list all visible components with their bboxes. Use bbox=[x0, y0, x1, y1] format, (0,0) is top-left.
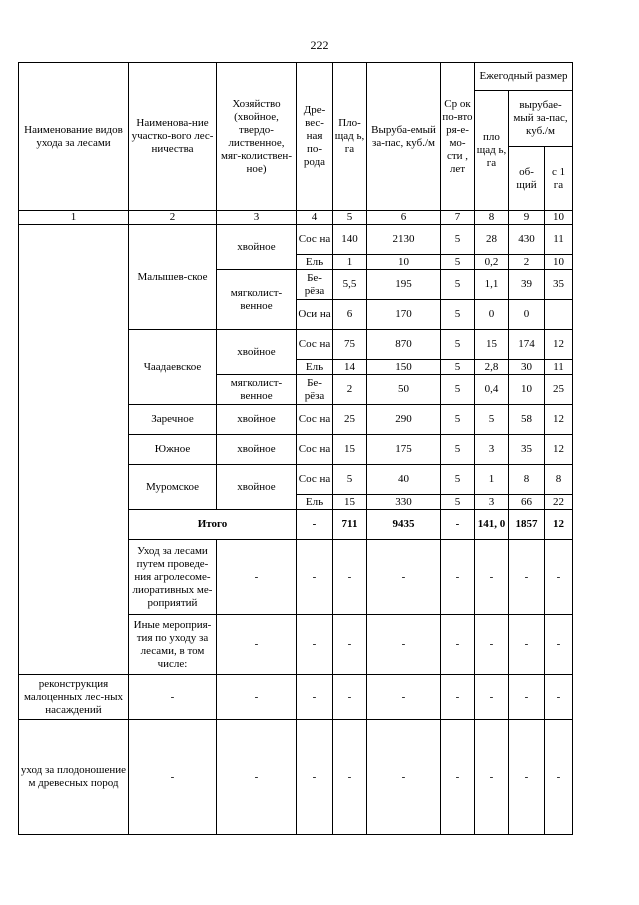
annual-per-ha-cell: 11 bbox=[545, 360, 573, 375]
value-cell: - bbox=[297, 720, 333, 835]
species-cell: Сос на bbox=[297, 435, 333, 465]
stock-cell: 150 bbox=[367, 360, 441, 375]
species-cell: Ель bbox=[297, 360, 333, 375]
period-cell: 5 bbox=[441, 360, 475, 375]
value-cell: - bbox=[367, 615, 441, 675]
total-label: Итого bbox=[129, 510, 297, 540]
value-cell: - bbox=[217, 675, 297, 720]
annual-area-cell: 1,1 bbox=[475, 270, 509, 300]
annual-per-ha-cell: 12 bbox=[545, 435, 573, 465]
value-cell: - bbox=[333, 615, 367, 675]
header-household: Хозяйство (хвойное, твердо-лиственное, мяг-колиствен-ное) bbox=[217, 63, 297, 211]
value-cell: - bbox=[509, 615, 545, 675]
annual-area-cell: 0,2 bbox=[475, 255, 509, 270]
annual-per-ha-cell: 35 bbox=[545, 270, 573, 300]
total-stock: 9435 bbox=[367, 510, 441, 540]
period-cell: 5 bbox=[441, 375, 475, 405]
forestry-name: Заречное bbox=[129, 405, 217, 435]
value-cell: - bbox=[129, 675, 217, 720]
column-number: 8 bbox=[475, 211, 509, 225]
stock-cell: 330 bbox=[367, 495, 441, 510]
header-total: об-щий bbox=[509, 147, 545, 211]
value-cell: - bbox=[441, 720, 475, 835]
value-cell: - bbox=[509, 720, 545, 835]
column-number: 1 bbox=[19, 211, 129, 225]
annual-total-cell: 8 bbox=[509, 465, 545, 495]
annual-per-ha-cell: 10 bbox=[545, 255, 573, 270]
annual-area-cell: 2,8 bbox=[475, 360, 509, 375]
total-area: 711 bbox=[333, 510, 367, 540]
column-number: 5 bbox=[333, 211, 367, 225]
value-cell: - bbox=[475, 675, 509, 720]
column-number: 6 bbox=[367, 211, 441, 225]
value-cell: - bbox=[441, 540, 475, 615]
area-cell: 2 bbox=[333, 375, 367, 405]
value-cell: - bbox=[333, 540, 367, 615]
area-cell: 15 bbox=[333, 495, 367, 510]
period-cell: 5 bbox=[441, 225, 475, 255]
header-area: Пло-щад ь, га bbox=[333, 63, 367, 211]
header-repeat-period: Ср ок по-вто ря-е-мо-сти , лет bbox=[441, 63, 475, 211]
annual-total-cell: 30 bbox=[509, 360, 545, 375]
header-harvest-stock: Выруба-емый за-пас, куб./м bbox=[367, 63, 441, 211]
header-per-ha: с 1 га bbox=[545, 147, 573, 211]
column-number: 7 bbox=[441, 211, 475, 225]
total-period: - bbox=[441, 510, 475, 540]
household-cell: мягколист-венное bbox=[217, 375, 297, 405]
species-cell: Оси на bbox=[297, 300, 333, 330]
area-cell: 25 bbox=[333, 405, 367, 435]
species-cell: Сос на bbox=[297, 225, 333, 255]
annual-total-cell: 0 bbox=[509, 300, 545, 330]
value-cell: - bbox=[333, 720, 367, 835]
column-number: 3 bbox=[217, 211, 297, 225]
column-number: 9 bbox=[509, 211, 545, 225]
header-annual-harvest: вырубае-мый за-пас, куб./м bbox=[509, 91, 573, 147]
area-cell: 6 bbox=[333, 300, 367, 330]
species-cell: Сос на bbox=[297, 465, 333, 495]
value-cell: - bbox=[545, 615, 573, 675]
stock-cell: 10 bbox=[367, 255, 441, 270]
area-cell: 1 bbox=[333, 255, 367, 270]
value-cell: - bbox=[217, 720, 297, 835]
table-row bbox=[19, 225, 573, 255]
annual-area-cell: 28 bbox=[475, 225, 509, 255]
area-cell: 15 bbox=[333, 435, 367, 465]
value-cell: - bbox=[297, 615, 333, 675]
household-cell: хвойное bbox=[217, 405, 297, 435]
annual-per-ha-cell: 22 bbox=[545, 495, 573, 510]
annual-per-ha-cell: 8 bbox=[545, 465, 573, 495]
stock-cell: 195 bbox=[367, 270, 441, 300]
annual-area-cell: 1 bbox=[475, 465, 509, 495]
column-number: 4 bbox=[297, 211, 333, 225]
period-cell: 5 bbox=[441, 255, 475, 270]
period-cell: 5 bbox=[441, 495, 475, 510]
species-cell: Сос на bbox=[297, 405, 333, 435]
value-cell: - bbox=[367, 720, 441, 835]
annual-total-cell: 58 bbox=[509, 405, 545, 435]
household-cell: мягколист-венное bbox=[217, 270, 297, 330]
value-cell: - bbox=[297, 540, 333, 615]
annual-area-cell: 0 bbox=[475, 300, 509, 330]
stock-cell: 50 bbox=[367, 375, 441, 405]
forestry-name: Малышев-ское bbox=[129, 225, 217, 330]
header-row bbox=[19, 63, 573, 91]
value-cell: - bbox=[475, 615, 509, 675]
annual-area-cell: 15 bbox=[475, 330, 509, 360]
annual-total-cell: 35 bbox=[509, 435, 545, 465]
header-annual-area: пло щад ь, га bbox=[475, 91, 509, 211]
value-cell: - bbox=[129, 720, 217, 835]
annual-area-cell: 5 bbox=[475, 405, 509, 435]
care-type-label: Уход за лесами путем проведе-ния агролесоме-лиоративных ме-роприятий bbox=[129, 540, 217, 615]
annual-per-ha-cell: 12 bbox=[545, 330, 573, 360]
period-cell: 5 bbox=[441, 270, 475, 300]
period-cell: 5 bbox=[441, 300, 475, 330]
care-type-label: Иные мероприя-тия по уходу за лесами, в том числе: bbox=[129, 615, 217, 675]
page-number: 222 bbox=[310, 38, 329, 52]
value-cell: - bbox=[441, 615, 475, 675]
stock-cell: 2130 bbox=[367, 225, 441, 255]
period-cell: 5 bbox=[441, 405, 475, 435]
species-cell: Ель bbox=[297, 495, 333, 510]
value-cell: - bbox=[217, 615, 297, 675]
value-cell: - bbox=[367, 675, 441, 720]
forest-care-table bbox=[18, 62, 573, 835]
column-number: 2 bbox=[129, 211, 217, 225]
forestry-name: Муромское bbox=[129, 465, 217, 510]
total-annual-area: 141, 0 bbox=[475, 510, 509, 540]
header-care-type: Наименование видов ухода за лесами bbox=[19, 63, 129, 211]
area-cell: 14 bbox=[333, 360, 367, 375]
header-annual-size: Ежегодный размер bbox=[475, 63, 573, 91]
value-cell: - bbox=[545, 720, 573, 835]
value-cell: - bbox=[217, 540, 297, 615]
value-cell: - bbox=[475, 720, 509, 835]
care-type-label: реконструкция малоценных лес-ных насаждений bbox=[19, 675, 129, 720]
annual-total-cell: 66 bbox=[509, 495, 545, 510]
period-cell: 5 bbox=[441, 435, 475, 465]
value-cell: - bbox=[509, 540, 545, 615]
annual-per-ha-cell: 11 bbox=[545, 225, 573, 255]
care-type-cell bbox=[19, 225, 129, 675]
value-cell: - bbox=[333, 675, 367, 720]
stock-cell: 870 bbox=[367, 330, 441, 360]
value-cell: - bbox=[297, 675, 333, 720]
stock-cell: 40 bbox=[367, 465, 441, 495]
household-cell: хвойное bbox=[217, 465, 297, 510]
species-cell: Ель bbox=[297, 255, 333, 270]
value-cell: - bbox=[441, 675, 475, 720]
header-forestry: Наименова-ние участко-вого лес-ничества bbox=[129, 63, 217, 211]
care-type-label: уход за плодоношение м древесных пород bbox=[19, 720, 129, 835]
annual-total-cell: 39 bbox=[509, 270, 545, 300]
value-cell: - bbox=[367, 540, 441, 615]
annual-total-cell: 2 bbox=[509, 255, 545, 270]
species-cell: Бе-рёза bbox=[297, 375, 333, 405]
header-tree-species: Дре-вес-ная по-рода bbox=[297, 63, 333, 211]
annual-per-ha-cell: 25 bbox=[545, 375, 573, 405]
annual-total-cell: 174 bbox=[509, 330, 545, 360]
stock-cell: 290 bbox=[367, 405, 441, 435]
area-cell: 5 bbox=[333, 465, 367, 495]
total-annual-per-ha: 12 bbox=[545, 510, 573, 540]
period-cell: 5 bbox=[441, 465, 475, 495]
total-species: - bbox=[297, 510, 333, 540]
forestry-name: Южное bbox=[129, 435, 217, 465]
household-cell: хвойное bbox=[217, 435, 297, 465]
household-cell: хвойное bbox=[217, 225, 297, 270]
value-cell: - bbox=[509, 675, 545, 720]
value-cell: - bbox=[545, 540, 573, 615]
value-cell: - bbox=[475, 540, 509, 615]
annual-per-ha-cell: 12 bbox=[545, 405, 573, 435]
stock-cell: 175 bbox=[367, 435, 441, 465]
annual-area-cell: 3 bbox=[475, 495, 509, 510]
column-number: 10 bbox=[545, 211, 573, 225]
value-cell: - bbox=[545, 675, 573, 720]
total-annual-total: 1857 bbox=[509, 510, 545, 540]
period-cell: 5 bbox=[441, 330, 475, 360]
table-row bbox=[19, 675, 573, 720]
annual-per-ha-cell bbox=[545, 300, 573, 330]
stock-cell: 170 bbox=[367, 300, 441, 330]
annual-area-cell: 0,4 bbox=[475, 375, 509, 405]
species-cell: Сос на bbox=[297, 330, 333, 360]
annual-total-cell: 430 bbox=[509, 225, 545, 255]
annual-area-cell: 3 bbox=[475, 435, 509, 465]
area-cell: 5,5 bbox=[333, 270, 367, 300]
species-cell: Бе-рёза bbox=[297, 270, 333, 300]
annual-total-cell: 10 bbox=[509, 375, 545, 405]
household-cell: хвойное bbox=[217, 330, 297, 375]
forestry-name: Чаадаевское bbox=[129, 330, 217, 405]
area-cell: 75 bbox=[333, 330, 367, 360]
column-number-row bbox=[19, 211, 573, 225]
area-cell: 140 bbox=[333, 225, 367, 255]
table-row bbox=[19, 720, 573, 835]
